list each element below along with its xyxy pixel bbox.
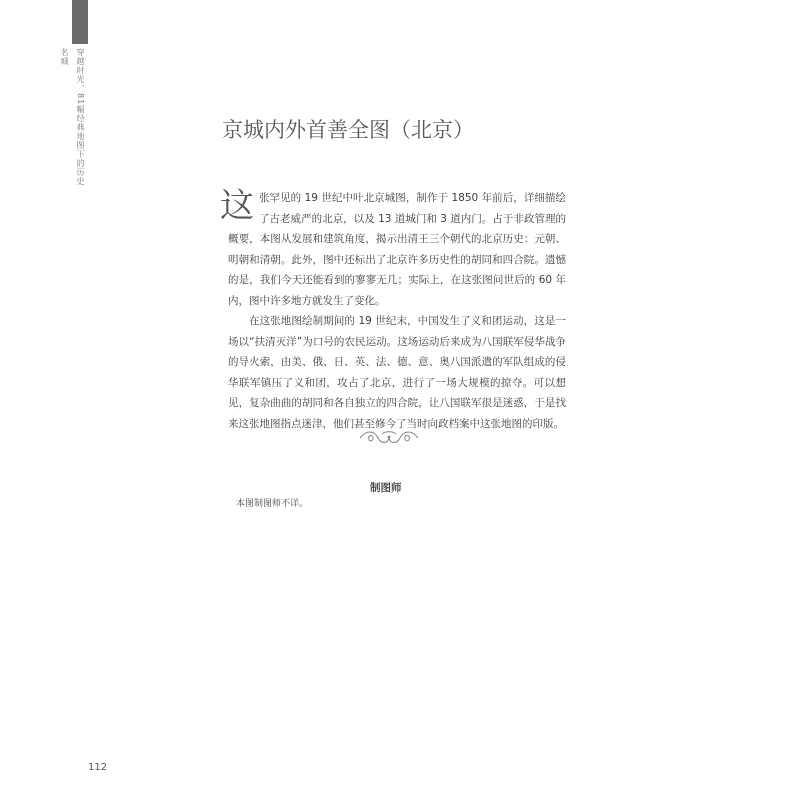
cartographer-label: 制图师 <box>370 482 402 494</box>
page-number: 112 <box>88 762 108 773</box>
paragraph-1 <box>220 186 566 311</box>
cartographer-note: 本图制图师不详。 <box>236 499 309 509</box>
page-title: 京城内外首善全图（北京） <box>222 118 474 142</box>
paragraph-2: 在这张地图绘制期间的 19 世纪末，中国发生了义和团运动，这是一场以“扶清灭洋”为口号的农民运动。这场运动后来成为八国联军侵华战争的导火索，由美、俄、日、英、法、德、意、奥八国派遣的军队组成的侵华联军镇压了义和团，攻占了北京，进行了一场大规模的掠夺。可以想见，复杂曲曲的胡同和各自独立的四合院，让八国联军很是迷惑，于是找来这张地图指点迷津，他们甚至修今了当时向政档案中这张地图的印版。 <box>228 315 566 430</box>
body-text <box>220 186 566 434</box>
drop-cap: 这 <box>220 186 254 226</box>
book-title-caption: 穿越时光、81幅经典地图下的历史名城 <box>60 48 85 187</box>
header-color-bar <box>72 0 88 44</box>
scroll-flourish-icon <box>358 428 420 448</box>
paragraph-1-text: 张罕见的 19 世纪中叶北京城图，制作于 1850 年前后，详细描绘了古老威严的北京，以及 13 道城门和 3 道内门。占于非政管理的概要，本图从发展和建筑角度，揭示出清王三个朝代的北京历史：元朝、明朝和清朝。此外，图中还标出了北京许多历史性的胡同和四合院。遗憾的是，我们今天还能看到的寥寥无几；实际上，在这张图问世后的 60 年内，图中许多地方就发生了变化。 <box>228 192 566 307</box>
